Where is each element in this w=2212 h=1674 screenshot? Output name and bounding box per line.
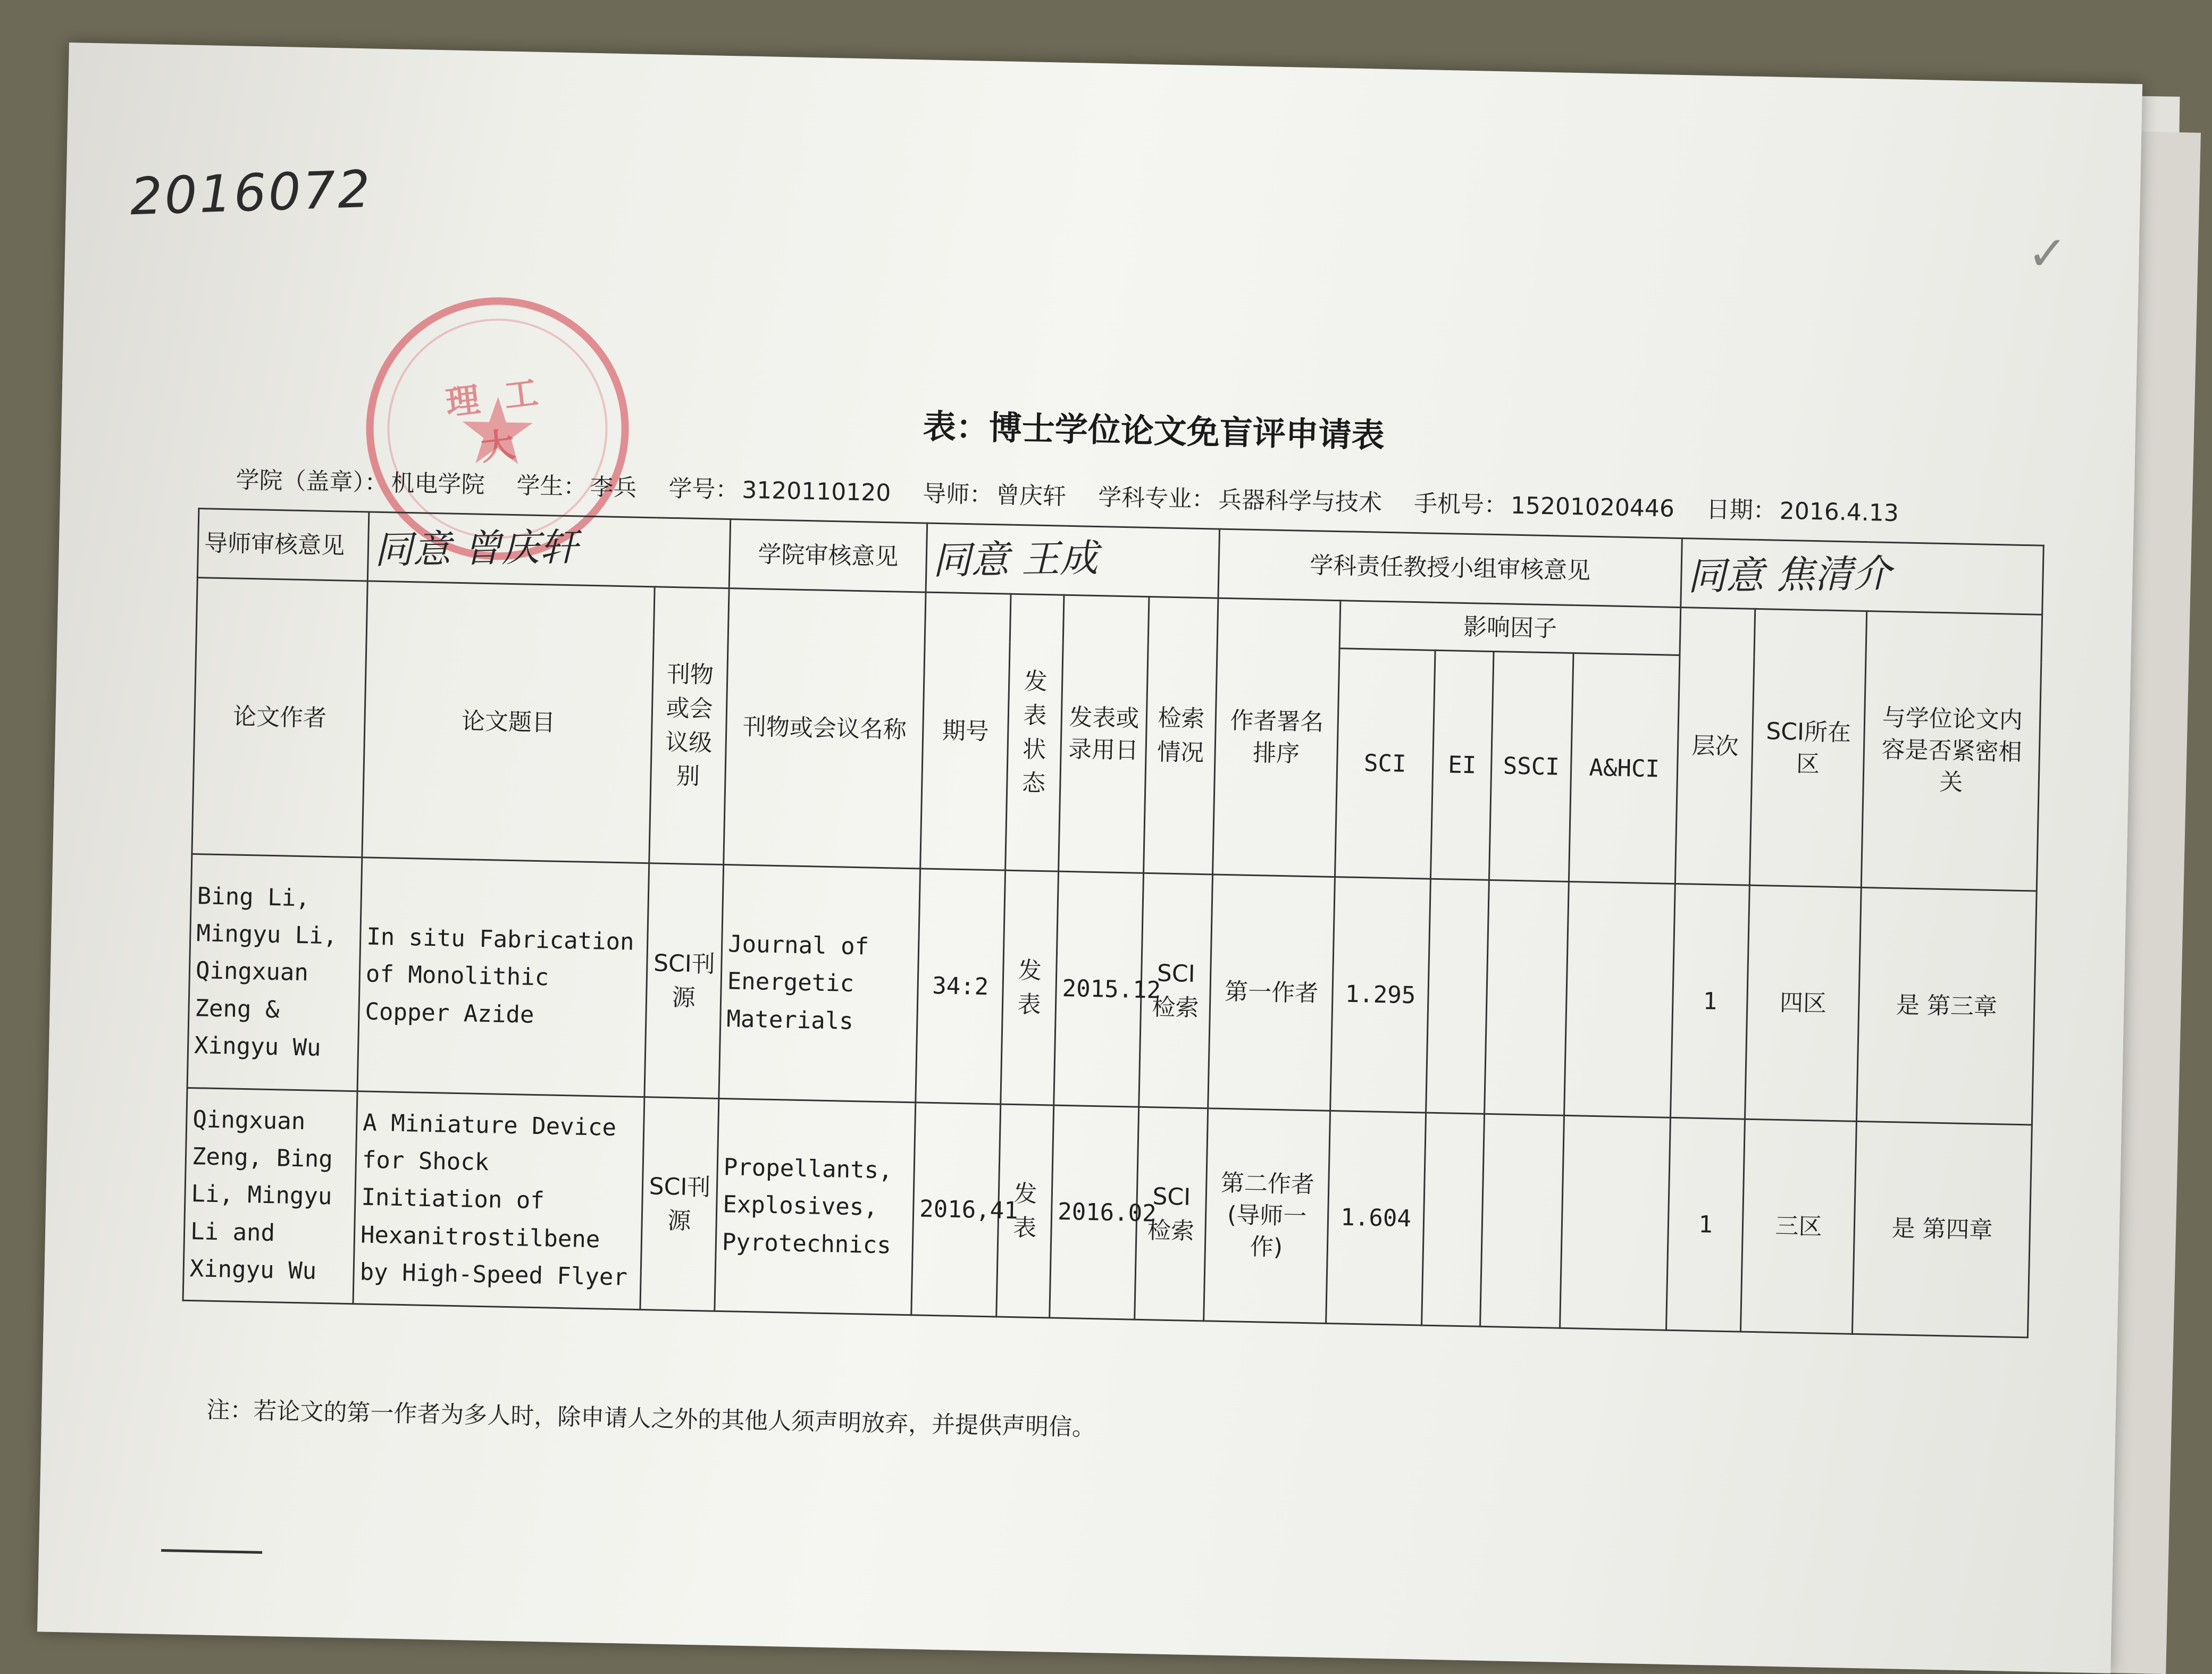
row-issue: 34:2 bbox=[916, 869, 1006, 1104]
row-zone: 四区 bbox=[1745, 885, 1862, 1121]
row-related: 是 第三章 bbox=[1857, 887, 2037, 1125]
row-date: 2015.12 bbox=[1054, 871, 1144, 1107]
row-level: SCI刊源 bbox=[640, 1097, 719, 1311]
row-zone: 三区 bbox=[1741, 1119, 1857, 1334]
row-author: Qingxuan Zeng, Bing Li, Mingyu Li and Xingyu Wu bbox=[183, 1088, 357, 1303]
margin-mark bbox=[161, 1549, 262, 1554]
header-issue: 期号 bbox=[920, 592, 1011, 870]
header-zone: SCI所在区 bbox=[1749, 609, 1866, 887]
row-order: 第二作者(导师一作) bbox=[1204, 1108, 1330, 1324]
header-ei: EI bbox=[1430, 650, 1494, 880]
major-label: 学科专业： bbox=[1097, 484, 1216, 514]
phone-value: 15201020446 bbox=[1510, 492, 1675, 523]
header-related: 与学位论文内容是否紧密相关 bbox=[1861, 611, 2042, 891]
row-ei bbox=[1422, 1113, 1485, 1326]
college-review-label: 学院审核意见 bbox=[729, 519, 927, 592]
header-rank: 层次 bbox=[1675, 608, 1755, 886]
footnote: 注：若论文的第一作者为多人时，除申请人之外的其他人须声明放弃，并提供声明信。 bbox=[206, 1396, 1096, 1442]
header-author: 论文作者 bbox=[192, 578, 367, 857]
row-sci: 1.604 bbox=[1326, 1111, 1426, 1326]
advisor-review-label: 导师审核意见 bbox=[197, 509, 369, 581]
row-status: 发表 bbox=[996, 1104, 1054, 1318]
group-signature: 同意 焦清介 bbox=[1687, 551, 1892, 599]
header-order: 作者署名排序 bbox=[1213, 598, 1340, 877]
college-value: 机电学院 bbox=[390, 469, 485, 499]
table-row bbox=[183, 1088, 2032, 1337]
row-issue: 2016,41 bbox=[911, 1103, 1001, 1317]
header-sci: SCI bbox=[1335, 649, 1436, 879]
student-value: 李兵 bbox=[589, 473, 637, 502]
row-status: 发表 bbox=[1001, 870, 1059, 1105]
row-author: Bing Li, Mingyu Li, Qingxuan Zeng & Xingyu Wu bbox=[187, 854, 362, 1091]
row-index: SCI检索 bbox=[1135, 1107, 1208, 1321]
row-related: 是 第四章 bbox=[1853, 1121, 2032, 1337]
advisor-review-signature bbox=[367, 512, 730, 588]
advisor-signature: 同意 曾庆轩 bbox=[374, 524, 579, 573]
row-rank: 1 bbox=[1671, 884, 1750, 1119]
advisor-value: 曾庆轩 bbox=[995, 482, 1067, 510]
header-journal: 刊物或会议名称 bbox=[724, 588, 926, 869]
major-value: 兵器科学与技术 bbox=[1218, 486, 1382, 517]
row-ssci bbox=[1480, 1114, 1564, 1328]
handwritten-number: 2016072 bbox=[129, 159, 373, 227]
check-mark-icon: ✓ bbox=[2026, 225, 2068, 282]
phone-label: 手机号： bbox=[1413, 490, 1508, 519]
row-ssci bbox=[1485, 880, 1569, 1115]
college-label: 学院（盖章）： bbox=[236, 466, 389, 497]
form-title: 表：博士学位论文免盲评申请表 bbox=[923, 407, 1385, 455]
header-title: 论文题目 bbox=[362, 581, 655, 863]
group-review-signature bbox=[1681, 539, 2043, 615]
row-journal: Propellants, Explosives, Pyrotechnics bbox=[715, 1098, 916, 1315]
date-value: 2016.4.13 bbox=[1779, 497, 1899, 527]
header-ahci: A&HCI bbox=[1569, 653, 1680, 884]
date-label: 日期： bbox=[1706, 495, 1777, 525]
table-row bbox=[187, 854, 2037, 1125]
header-date: 发表或录用日 bbox=[1059, 595, 1149, 873]
college-signature: 同意 王成 bbox=[932, 535, 1099, 583]
student-label: 学生： bbox=[516, 472, 587, 501]
student-id-value: 3120110120 bbox=[741, 476, 891, 507]
row-level: SCI刊源 bbox=[644, 863, 724, 1099]
row-ahci bbox=[1560, 1115, 1671, 1330]
row-rank: 1 bbox=[1666, 1117, 1745, 1332]
row-journal: Journal of Energetic Materials bbox=[719, 865, 920, 1103]
row-title: A Miniature Device for Shock Initiation of Hexanitrostilbene by High-Speed Flyer bbox=[353, 1091, 644, 1310]
row-index: SCI检索 bbox=[1139, 873, 1213, 1108]
row-ei bbox=[1426, 879, 1489, 1114]
application-table bbox=[182, 508, 2045, 1338]
row-date: 2016.02 bbox=[1050, 1105, 1139, 1319]
header-ssci: SSCI bbox=[1489, 651, 1573, 881]
seal-text: 理 工 大 bbox=[443, 372, 547, 469]
form-sheet bbox=[37, 43, 2142, 1673]
header-status: 发表状态 bbox=[1006, 594, 1064, 871]
header-level: 刊物或会议级别 bbox=[649, 587, 729, 865]
row-title: In situ Fabrication of Monolithic Copper Azide bbox=[357, 857, 649, 1097]
row-sci: 1.295 bbox=[1330, 877, 1431, 1113]
college-review-signature bbox=[926, 523, 1220, 598]
advisor-label: 导师： bbox=[922, 480, 993, 509]
row-ahci bbox=[1564, 881, 1675, 1117]
header-impact: 影响因子 bbox=[1339, 601, 1681, 655]
student-id-label: 学号： bbox=[668, 475, 739, 504]
row-order: 第一作者 bbox=[1208, 874, 1335, 1111]
header-index: 检索情况 bbox=[1144, 596, 1218, 874]
group-review-label: 学科责任教授小组审核意见 bbox=[1218, 529, 1682, 607]
